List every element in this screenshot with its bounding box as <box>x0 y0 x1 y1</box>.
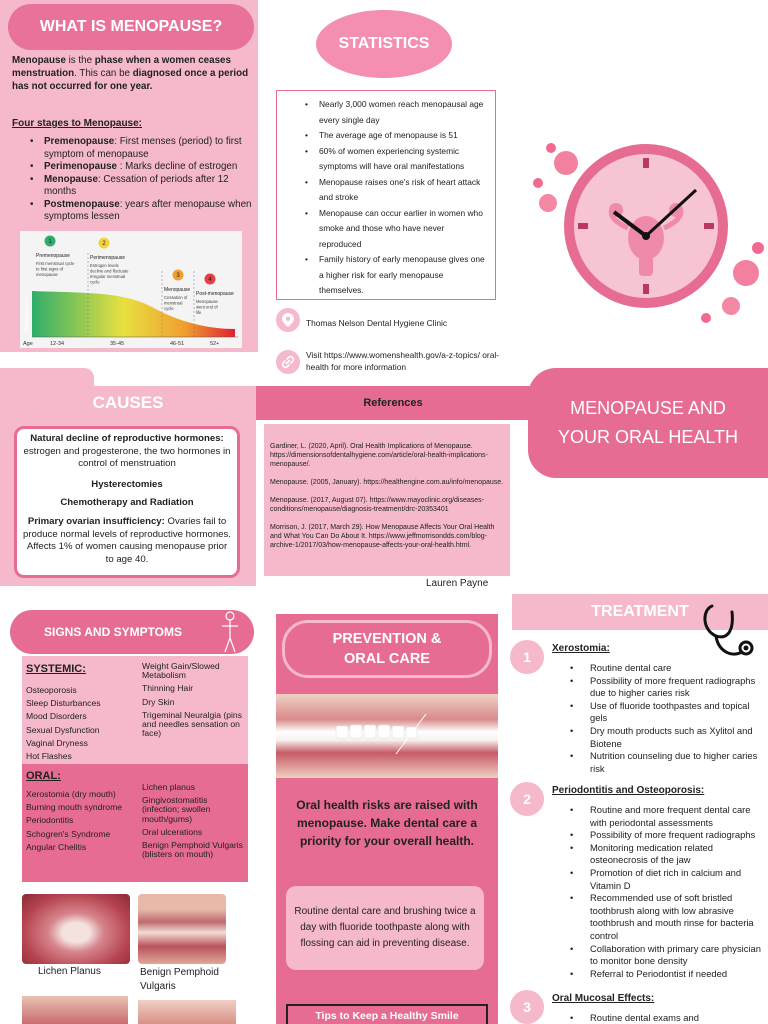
statistic-item: • Family history of early menopause gives one a higher risk for early menopause themselves. <box>305 252 487 299</box>
treatment-item: • Possibility of more frequent radiographs due to higher caries risk <box>570 675 766 700</box>
treatment-number-badge <box>510 640 544 674</box>
treatment-item: • Dry mouth products such as Xylitol and Biotene <box>570 725 766 750</box>
signs-title: SIGNS AND SYMPTOMS <box>44 625 183 639</box>
age-range-label: 52+ <box>210 341 220 347</box>
statistic-item: • The average age of menopause is 51 <box>305 128 487 144</box>
clinic-name: Thomas Nelson Dental Hygiene Clinic <box>306 318 448 328</box>
treatment-item: • Recommended use of soft bristled toothbrush along with low abrasive toothbrush and mouth rinse for bacteria control <box>570 892 766 942</box>
references-title: References <box>363 397 423 409</box>
treatment-item: • Nutrition counseling due to higher caries risk <box>570 750 766 775</box>
treatment-item: • Possibility of more frequent radiographs <box>570 829 766 842</box>
menopause-definition: Menopause is the phase when a women ceases menstruation. This can be diagnosed once a period has not occurred for one year. <box>12 55 249 92</box>
stage-description: life <box>196 310 202 315</box>
causes-box <box>14 426 240 578</box>
reference-item: Menopause. (2017, August 07). https://www.mayoclinic.org/diseases-conditions/menopause/diagnosis-treatment/drc-20353401 <box>270 497 484 513</box>
reference-item: Menopause. (2005, January). https://healthengine.com.au/info/menopause. <box>270 479 504 486</box>
treatment-number: 3 <box>523 999 531 1015</box>
treatment-item: • Referral to Periodontist if needed <box>570 968 766 981</box>
stage-term: Menopause <box>44 173 98 185</box>
systemic-symptom: Trigeminal Neuralgia (pins and needles sensation on face) <box>142 709 242 739</box>
stages-diagram-svg <box>20 231 242 348</box>
prevention-header <box>282 620 492 678</box>
stage-description: Menopause <box>196 299 218 304</box>
reference-item: Gardiner, L. (2020, April). Oral Health Implications of Menopause. https://dimensionsofdentalhygiene.com/article/oral-health-implications-menopause/. <box>270 443 488 468</box>
treatment-list <box>566 1012 766 1024</box>
age-label: Age <box>23 341 33 347</box>
stage-number: 2 <box>102 241 106 247</box>
treatment-list <box>566 662 766 775</box>
banner-title: MENOPAUSE AND YOUR ORAL HEALTH <box>557 398 739 447</box>
lichen-planus-photo <box>22 894 130 964</box>
flossing-photo <box>276 694 498 778</box>
treatment-item: • Use of fluoride toothpastes and topical gels <box>570 700 766 725</box>
stage-description: Irregular menstrual <box>90 274 126 279</box>
stage-description: Estrogen levels <box>90 263 119 268</box>
stage-text: : Marks decline of estrogen <box>116 161 238 172</box>
statistics-list <box>287 97 487 299</box>
author-name: Lauren Payne <box>426 578 489 589</box>
oral-symptom: Schogren's Syndrome <box>26 828 111 839</box>
stage-text: : First menses (period) to first symptom of menopause <box>44 136 242 160</box>
stage-number: 3 <box>176 273 180 279</box>
stage-description: menstrual <box>164 300 183 306</box>
stage-term: Postmenopause <box>44 198 120 210</box>
stage-description: cycle <box>164 306 174 311</box>
what-is-menopause-title: WHAT IS MENOPAUSE? <box>39 18 223 35</box>
systemic-symptom: Mood Disorders <box>26 711 87 722</box>
stage-name: Perimenopause <box>90 255 126 261</box>
oral-list-right <box>142 783 246 863</box>
treatment-number-badge <box>510 990 544 1024</box>
causes-band-left <box>0 368 94 388</box>
statistic-item: • Nearly 3,000 women reach menopausal age every single day <box>305 97 487 128</box>
cause-hysterectomies: Hysterectomies <box>91 478 163 490</box>
clock-illustration <box>526 128 768 328</box>
estrogen-axis-label: Estrogen Level <box>24 297 30 331</box>
tips-title: Tips to Keep a Healthy Smile <box>315 1010 459 1022</box>
statistics-title: STATISTICS <box>338 35 430 52</box>
age-range-label: 35-45 <box>110 341 125 347</box>
causes-title: CAUSES <box>92 393 164 412</box>
stage-number: 1 <box>48 239 52 245</box>
oral-list-left <box>26 790 138 856</box>
oral-symptom: Xerostomia (dry mouth) <box>26 789 116 799</box>
tips-box <box>286 1004 488 1024</box>
estrogen-curve <box>32 291 235 337</box>
oral-heading: ORAL: <box>26 770 61 782</box>
prevention-title: PREVENTION & ORAL CARE <box>332 631 442 667</box>
stage-description: decline and fluctuate <box>90 268 129 274</box>
treatment-number: 2 <box>523 791 531 807</box>
statistics-header <box>316 10 452 78</box>
references-box <box>264 424 510 576</box>
treatment-title: TREATMENT <box>591 603 689 620</box>
systemic-symptom: Vaginal Dryness <box>26 737 88 748</box>
systemic-symptom: Dry Skin <box>142 696 175 707</box>
visit-link[interactable]: Visit https://www.womenshealth.gov/a-z-topics/ oral-health for more information <box>306 350 500 372</box>
treatment-heading: Xerostomia: <box>552 643 610 654</box>
treatment-item: • Routine dental care <box>570 662 766 675</box>
statistic-item: • Menopause can occur earlier in women who smoke and those who have never reproduced <box>305 206 487 253</box>
stage-description: menopause <box>36 272 58 277</box>
stages-list <box>30 136 255 224</box>
oral-symptom: Gingivostomatitis (infection; swollen mouth/gums) <box>142 795 211 824</box>
pemphoid-label: Benign Pemphoid Vulgaris <box>140 967 219 992</box>
systemic-symptom: Osteoporosis <box>26 685 77 695</box>
stage-name: Premenopause <box>36 253 70 259</box>
prevention-message: Oral health risks are raised with menopause. Make dental care a priority for your overall health. <box>296 798 478 848</box>
oral-symptom: Burning mouth syndrome <box>26 802 123 813</box>
statistic-item: • 60% of women experiencing systemic symptoms will have oral manifestations <box>305 144 487 175</box>
link-icon[interactable] <box>276 350 300 374</box>
stage-term: Perimenopause <box>44 161 117 172</box>
stage-name: Post-menopause <box>196 291 234 297</box>
oral-symptom: Periodontitis <box>26 815 74 826</box>
systemic-heading: SYSTEMIC: <box>26 663 86 675</box>
oral-symptom: Oral ulcerations <box>142 826 203 837</box>
treatment-number: 1 <box>523 649 531 665</box>
reference-item: Morrison, J. (2017, March 29). How Menopause Affects Your Oral Health and What You Can Do About It. https://www.jeffmorrisondds.com/blog-archive-1/2017/03/how-menopause-affects-your-oral-health.html. <box>270 524 495 549</box>
stage-description: Cessation of <box>164 295 188 300</box>
cause-natural-decline: Natural decline of reproductive hormones: estrogen and progesterone, the two hormones in control of menstruation <box>23 433 231 470</box>
oral-symptom: Angular Chelitis <box>26 841 87 852</box>
cause-ovarian-insufficiency: Primary ovarian insufficiency: Ovaries fail to produce normal levels of reproductive hormones. Affects 1% of women causing menopause prior to age 40. <box>23 515 231 565</box>
causes-band <box>0 386 256 420</box>
age-range-label: 12-34 <box>50 341 65 347</box>
treatment-item: • Monitoring medication related osteonecrosis of the jaw <box>570 842 766 867</box>
stage-item <box>30 199 255 224</box>
stages-heading: Four stages to Menopause: <box>12 118 143 129</box>
routine-care-box <box>286 886 484 970</box>
treatment-item: • Routine and more frequent dental care with periodontal assessments <box>570 804 766 829</box>
stage-text: : years after menopause when symptoms lessen <box>44 198 252 222</box>
pemphoid-photo <box>138 894 226 964</box>
stages-diagram <box>20 231 242 348</box>
treatment-number-badge <box>510 782 544 816</box>
statistics-box <box>276 90 496 300</box>
treatment-heading: Oral Mucosal Effects: <box>552 993 655 1004</box>
stage-description: to first signs of <box>36 266 63 272</box>
systemic-symptom: Weight Gain/Slowed Metabolism <box>142 661 220 681</box>
stage-name: Menopause <box>164 287 191 293</box>
routine-care-text: Routine dental care and brushing twice a day with fluoride toothpaste along with flossing can aid in preventing disease. <box>294 906 476 949</box>
what-is-menopause-header <box>8 4 254 50</box>
stage-text: : Cessation of periods after 12 months <box>44 173 229 197</box>
systemic-symptom: Hot Flashes <box>26 751 72 762</box>
location-icon <box>276 308 300 332</box>
oral-symptom: Benign Pemphoid Vulgaris (blisters on mouth) <box>142 840 243 860</box>
cause-chemotherapy: Chemotherapy and Radiation <box>60 497 194 509</box>
stage-description: went end of <box>196 304 218 310</box>
treatment-heading: Periodontitis and Osteoporosis: <box>552 785 705 796</box>
stage-term: Premenopause <box>44 136 115 147</box>
systemic-symptom: Sexual Dysfunction <box>26 724 100 735</box>
stage-item <box>30 174 255 199</box>
stage-item <box>30 136 255 161</box>
age-range-label: 46-51 <box>170 341 185 347</box>
stage-number: 4 <box>208 277 212 283</box>
statistic-item: • Menopause raises one's risk of heart attack and stroke <box>305 175 487 206</box>
stethoscope-icon <box>698 600 758 664</box>
systemic-symptom: Thinning Hair <box>142 683 194 694</box>
oral-symptom: Lichen planus <box>142 782 196 792</box>
stage-description: cycle <box>90 279 100 285</box>
stage-item <box>30 161 255 174</box>
additional-photo-right <box>138 1000 236 1024</box>
additional-photo-left <box>22 996 128 1024</box>
systemic-symptom: Sleep Disturbances <box>26 698 101 709</box>
systemic-list-right <box>142 662 246 742</box>
menopause-oral-health-banner <box>528 368 768 478</box>
treatment-item: • Promotion of diet rich in calcium and Vitamin D <box>570 867 766 892</box>
treatment-list <box>566 804 766 980</box>
lichen-planus-label: Lichen Planus <box>38 966 101 977</box>
references-band <box>256 386 530 420</box>
body-figure-icon <box>218 610 242 654</box>
treatment-item: • Routine dental exams and <box>570 1012 766 1024</box>
systemic-list-left <box>26 684 138 763</box>
treatment-item: • Collaboration with primary care physician to monitor bone density <box>570 943 766 968</box>
stage-description: First menstrual cycle <box>36 261 75 266</box>
references-list <box>270 442 504 550</box>
